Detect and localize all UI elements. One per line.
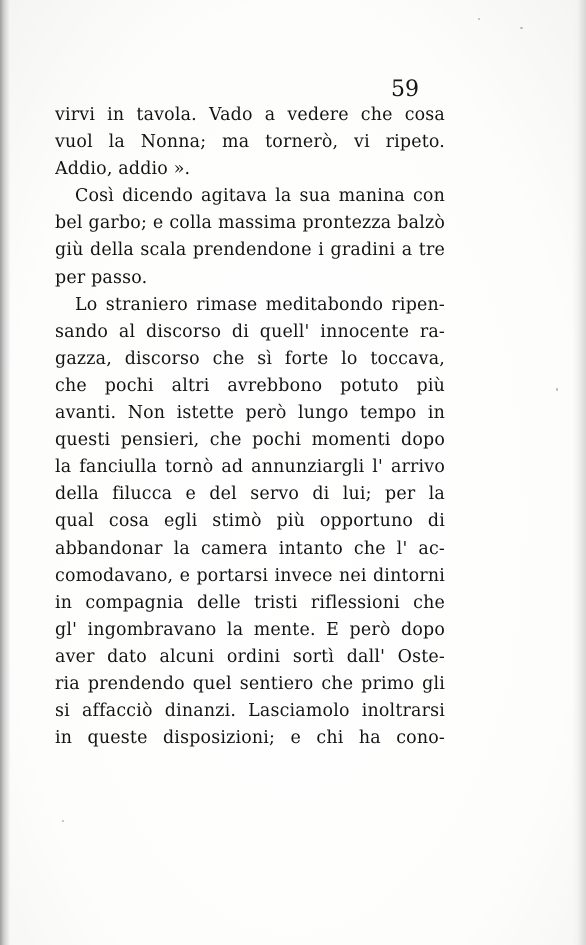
page-number: 59 [391,77,419,102]
body-text [55,102,445,752]
text-line: per passo. [55,267,148,288]
text-line: che pochi altri avrebbono potuto più [55,375,445,396]
text-line: virvi in tavola. Vado a vedere che cosa [55,105,445,125]
page-binding-edge [0,0,10,945]
text-line: ria prendendo quel sentiero che primo gli [55,673,445,694]
text-line: qual cosa egli stimò più opportuno di [55,511,445,532]
paper-speck [556,388,558,391]
text-line: comodavano, e portarsi invece nei dintorni [55,565,445,586]
text-line: Lo straniero rimase meditabondo ripen- [75,294,445,315]
text-line: gl' ingombravano la mente. E però dopo [55,619,445,640]
text-line: Così dicendo agitava la sua manina con [75,186,445,207]
text-line: giù della scala prendendone i gradini a tre [55,240,445,261]
text-line: in queste disposizioni; e chi ha cono- [55,728,445,749]
text-line: questi pensieri, che pochi momenti dopo [55,430,445,451]
text-line: Addio, addio ». [55,159,191,180]
text-line: vuol la Nonna; ma tornerò, vi ripeto. [55,132,445,153]
text-line: gazza, discorso che sì forte lo toccava, [55,348,445,369]
text-line: aver dato alcuni ordini sortì dall' Oste- [55,646,445,667]
page-outer-edge [572,0,586,945]
text-line: la fanciulla tornò ad annunziargli l' arrivo [55,457,445,478]
text-line: bel garbo; e colla massima prontezza balzò [55,213,445,234]
text-line: in compagnia delle tristi riflessioni che [55,592,445,613]
text-line: della filucca e del servo di lui; per la [55,484,445,505]
text-line: abbandonar la camera intanto che l' ac- [55,538,445,559]
text-line: sando al discorso di quell' innocente ra- [55,321,445,342]
paper-speck [520,27,523,29]
paper-speck [478,18,480,20]
text-line: avanti. Non istette però lungo tempo in [55,403,445,424]
paper-speck [62,820,64,822]
text-line: si affacciò dinanzi. Lasciamolo inoltrarsi [55,701,445,722]
